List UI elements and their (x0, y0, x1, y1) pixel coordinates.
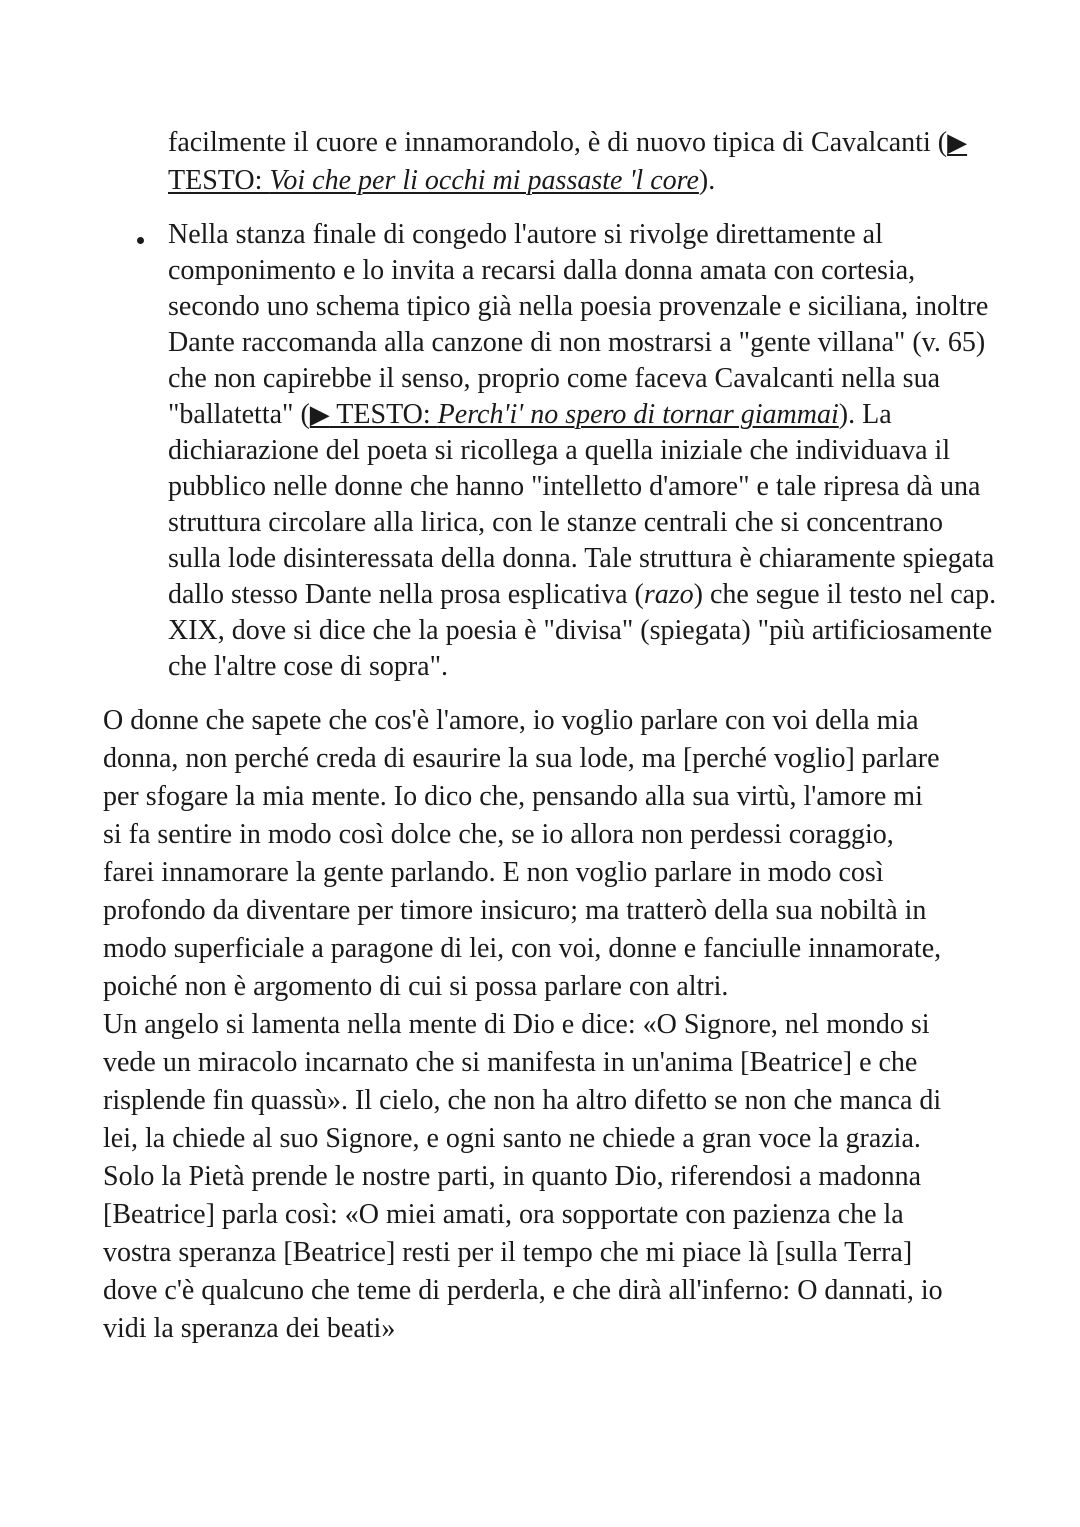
list-item (103, 217, 997, 685)
text-segment: vidi la speranza dei beati» (103, 1313, 396, 1344)
text-line (103, 1044, 983, 1082)
text-segment: "ballatetta" ( (168, 399, 310, 430)
text-segment: vostra speranza [Beatrice] resti per il tempo che mi piace là [sulla Terra] (103, 1237, 913, 1268)
text-segment: si fa sentire in modo così dolce che, se io allora non perdessi coraggio, (103, 819, 894, 850)
text-segment: componimento e lo invita a recarsi dalla donna amata con cortesia, (168, 255, 916, 286)
text-line (103, 968, 983, 1006)
text-segment: vede un miracolo incarnato che si manifesta in un'anima [Beatrice] e che (103, 1047, 918, 1078)
document-content (103, 124, 997, 1348)
text-line (168, 253, 983, 289)
text-line (103, 1158, 983, 1196)
text-line (103, 816, 983, 854)
text-segment: TESTO: (329, 399, 438, 430)
text-segment: che non capirebbe il senso, proprio come faceva Cavalcanti nella sua (168, 363, 941, 394)
text-segment: ) che segue il testo nel cap. (693, 579, 997, 610)
text-line (168, 541, 995, 577)
text-line (103, 740, 983, 778)
text-segment: risplende fin quassù». Il cielo, che non ha altro difetto se non che manca di (103, 1085, 942, 1116)
text-segment: facilmente il cuore e innamorandolo, è di nuovo tipica di Cavalcanti ( (168, 127, 948, 158)
text-line (103, 854, 983, 892)
testo-link[interactable] (947, 127, 967, 158)
text-line (103, 892, 983, 930)
text-segment: farei innamorare la gente parlando. E non voglio parlare in modo così (103, 857, 884, 888)
text-line (103, 702, 983, 740)
text-segment: TESTO: (168, 165, 270, 196)
paragraph (103, 702, 983, 1006)
text-line (168, 289, 989, 325)
text-segment: che l'altre cose di sopra". (168, 651, 449, 682)
testo-link[interactable] (310, 399, 839, 430)
text-line (103, 1120, 983, 1158)
text-segment: profondo da diventare per timore insicuro; ma tratterò della sua nobiltà in (103, 895, 927, 926)
text-segment: Perch'i' no spero di tornar giammai (437, 399, 839, 430)
text-segment: donna, non perché creda di esaurire la sua lode, ma [perché voglio] parlare (103, 743, 940, 774)
text-line (168, 505, 983, 541)
text-segment: secondo uno schema tipico già nella poesia provenzale e siciliana, inoltre (168, 291, 989, 322)
text-line (103, 778, 983, 816)
text-segment: [Beatrice] parla così: «O miei amati, ora sopportate con pazienza che la (103, 1199, 904, 1230)
text-line (168, 397, 983, 433)
text-line (103, 1310, 983, 1348)
text-segment: Nella stanza finale di congedo l'autore si rivolge direttamente al (168, 219, 883, 250)
text-segment: ). La (838, 399, 892, 430)
text-line (103, 1272, 983, 1310)
play-triangle-icon: ▶ (309, 400, 330, 430)
text-segment: sulla lode disinteressata della donna. Tale struttura è chiaramente spiegata (168, 543, 995, 574)
text-segment: dichiarazione del poeta si ricollega a quella iniziale che individuava il (168, 435, 951, 466)
text-segment: Un angelo si lamenta nella mente di Dio e dice: «O Signore, nel mondo si (103, 1009, 930, 1040)
text-line (168, 613, 993, 649)
text-segment: O donne che sapete che cos'è l'amore, io voglio parlare con voi della mia (103, 705, 919, 736)
text-segment: modo superficiale a paragone di lei, con voi, donne e fanciulle innamorate, (103, 933, 942, 964)
text-segment: razo (643, 579, 694, 610)
text-segment: XIX, dove si dice che la poesia è "divisa" (spiegata) "più artificiosamente (168, 615, 993, 646)
text-line (103, 1196, 983, 1234)
testo-link[interactable] (168, 165, 699, 196)
text-segment: dove c'è qualcuno che teme di perderla, e che dirà all'inferno: O dannati, io (103, 1275, 943, 1306)
text-line (168, 433, 983, 469)
text-line (103, 930, 983, 968)
text-line (168, 217, 983, 253)
text-line (168, 577, 997, 613)
text-segment: Solo la Pietà prende le nostre parti, in quanto Dio, riferendosi a madonna (103, 1161, 922, 1192)
bullet-icon (137, 237, 144, 244)
text-segment: lei, la chiede al suo Signore, e ogni santo ne chiede a gran voce la grazia. (103, 1123, 921, 1154)
paragraph (103, 1006, 983, 1348)
text-segment: Voi che per li occhi mi passaste 'l core (269, 165, 699, 196)
text-line (168, 649, 983, 685)
text-segment: struttura circolare alla lirica, con le stanze centrali che si concentrano (168, 507, 944, 538)
text-line (103, 1082, 983, 1120)
text-segment: pubblico nelle donne che hanno "intelletto d'amore" e tale ripresa dà una (168, 471, 981, 502)
text-line (168, 124, 983, 162)
text-segment: ). (698, 165, 716, 196)
play-triangle-icon: ▶ (947, 128, 968, 158)
text-line (168, 162, 983, 200)
text-line (168, 361, 983, 397)
text-segment: per sfogare la mia mente. Io dico che, pensando alla sua virtù, l'amore mi (103, 781, 923, 812)
text-segment: poiché non è argomento di cui si possa parlare con altri. (103, 971, 729, 1002)
text-line (168, 469, 983, 505)
text-line (168, 325, 986, 361)
text-line (103, 1006, 983, 1044)
text-segment: dallo stesso Dante nella prosa esplicativa ( (168, 579, 644, 610)
text-line (103, 1234, 983, 1272)
text-segment: Dante raccomanda alla canzone di non mostrarsi a "gente villana" (v. 65) (168, 327, 986, 358)
list-item-continuation (103, 124, 983, 200)
